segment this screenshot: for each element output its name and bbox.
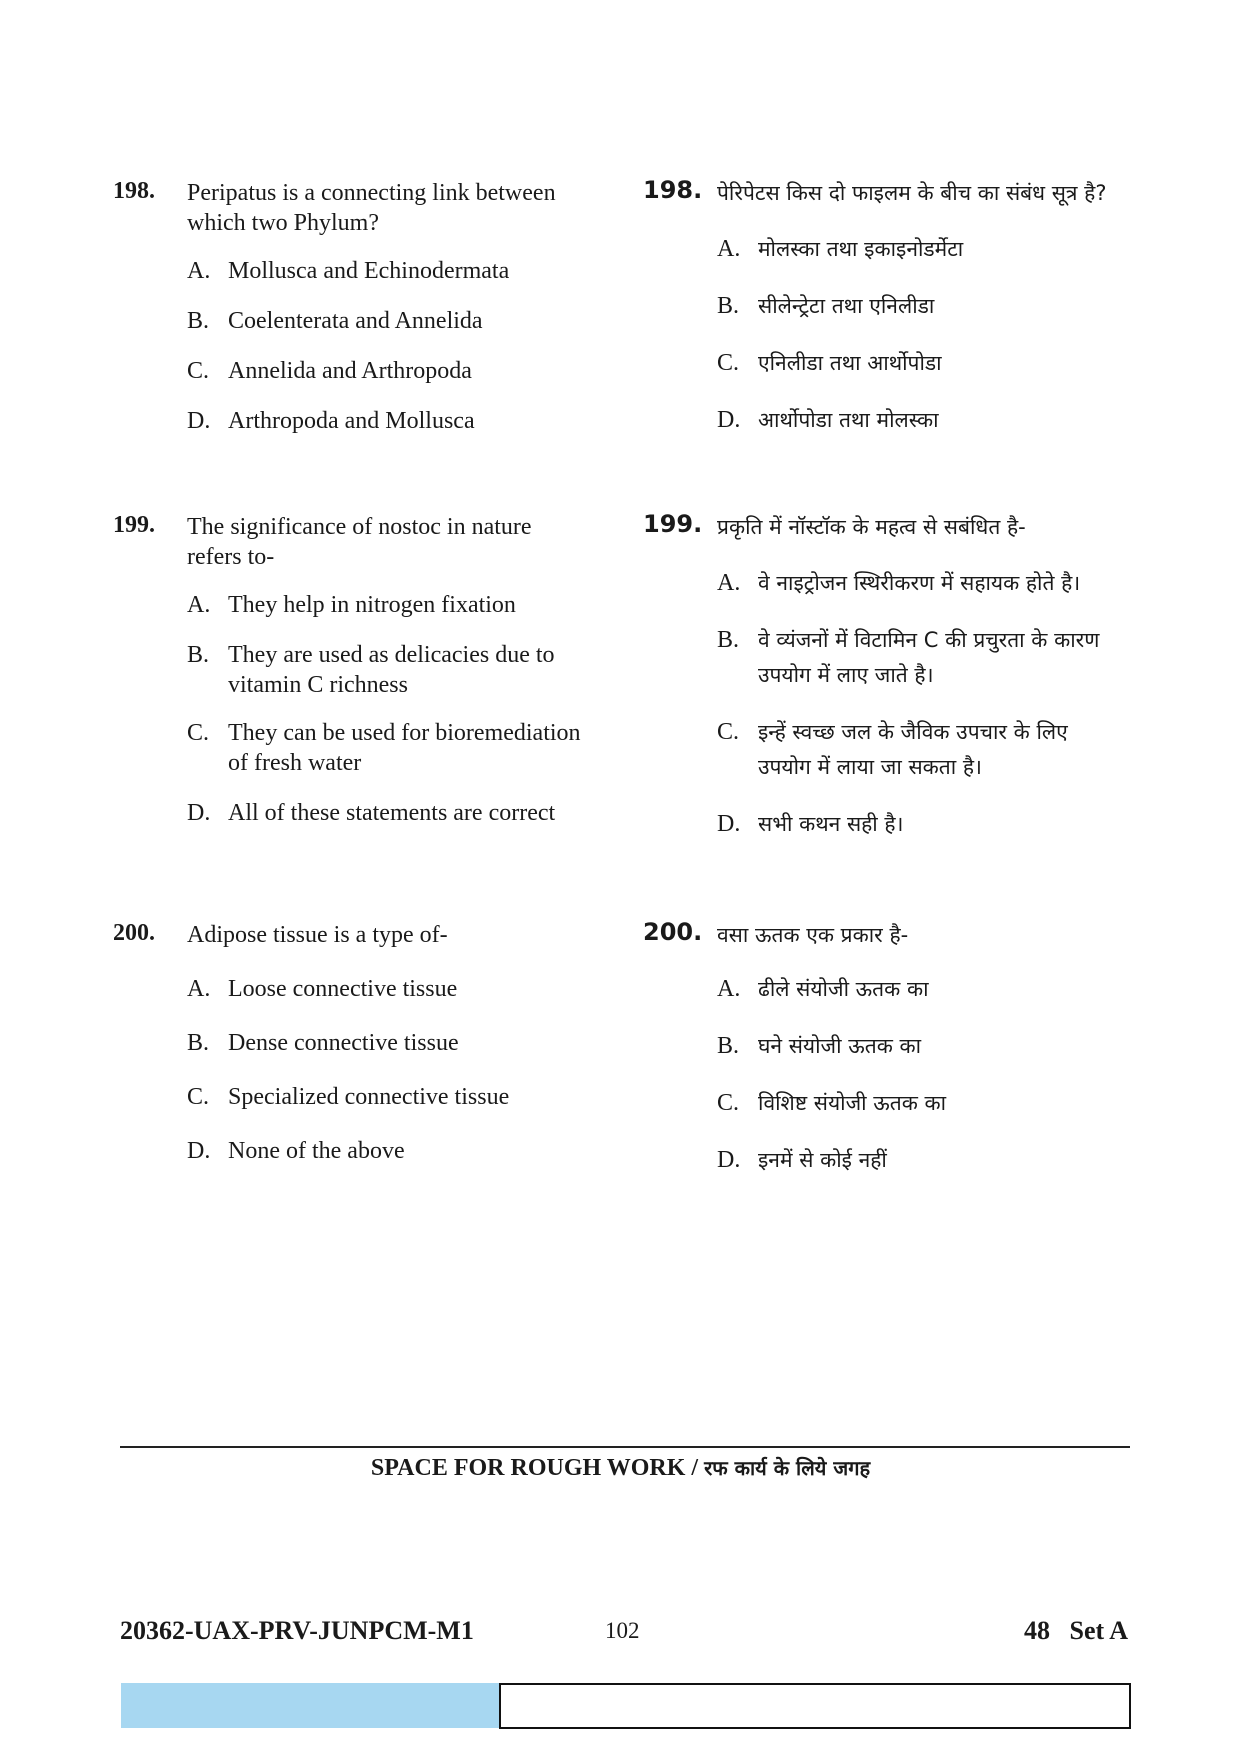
option-text-line: All of these statements are correct: [228, 800, 556, 826]
question-stem-line: Adipose tissue is a type of-: [187, 922, 448, 948]
option-text: [758, 1143, 887, 1178]
option-text: [758, 403, 939, 438]
question-stem-line: प्रकृति में नॉस्टॉक के महत्व से सबंधित है-: [717, 515, 1026, 539]
question-stem-line: Peripatus is a connecting link between: [187, 180, 556, 206]
question-stem: [717, 918, 908, 953]
option-text-line: उपयोग में लाए जाते है।: [758, 663, 934, 687]
option-text-line: of fresh water: [228, 750, 362, 776]
option-text-line: उपयोग में लाया जा सकता है।: [758, 755, 982, 779]
option-text: [228, 256, 509, 286]
option-label: D.: [187, 1138, 211, 1164]
option-label: A.: [187, 258, 211, 284]
question-number: 200.: [113, 920, 155, 946]
option-text: [228, 356, 472, 386]
option-text-line: Mollusca and Echinodermata: [228, 258, 510, 284]
option-text-line: इनमें से कोई नहीं: [758, 1148, 887, 1172]
option-label: B.: [717, 1033, 740, 1059]
question-stem: [187, 920, 448, 950]
option-text-line: मोलस्का तथा इकाइनोडर्मेटा: [758, 237, 964, 261]
option-text-line: They are used as delicacies due to: [228, 642, 555, 668]
option-text-line: एनिलीडा तथा आर्थोपोडा: [758, 351, 942, 375]
option-label: A.: [187, 976, 211, 1002]
question-number: 198.: [113, 178, 155, 204]
option-label: D.: [187, 408, 211, 434]
option-text-line: सभी कथन सही है।: [758, 812, 904, 836]
option-label: C.: [187, 358, 210, 384]
option-text: [228, 590, 516, 620]
page-number: 102: [605, 1618, 640, 1643]
option-text-line: None of the above: [228, 1138, 405, 1164]
question-number: 200.: [643, 918, 703, 946]
question-stem-line: which two Phylum?: [187, 210, 379, 236]
question-stem-line: वसा ऊतक एक प्रकार है-: [717, 923, 909, 947]
option-text: [758, 1086, 946, 1121]
option-text-line: vitamin C richness: [228, 672, 408, 698]
option-text-line: आर्थोपोडा तथा मोलस्का: [758, 408, 939, 432]
option-text-line: वे व्यंजनों में विटामिन C की प्रचुरता के कारण: [758, 628, 1100, 652]
rough-work-heading: [0, 1454, 1241, 1482]
rough-work-hindi: रफ कार्य के लिये जगह: [704, 1456, 871, 1480]
option-label: B.: [717, 293, 740, 319]
option-text-line: Loose connective tissue: [228, 976, 458, 1002]
option-text-line: Specialized connective tissue: [228, 1084, 510, 1110]
option-text: [228, 798, 555, 828]
option-text-line: सीलेन्ट्रेटा तथा एनिलीडा: [758, 294, 935, 318]
option-text: [758, 972, 929, 1007]
option-text-line: They can be used for bioremediation: [228, 720, 581, 746]
option-text-line: वे नाइट्रोजन स्थिरीकरण में सहायक होते है।: [758, 571, 1081, 595]
option-text-line: Dense connective tissue: [228, 1030, 459, 1056]
option-text: [228, 1082, 509, 1112]
option-label: D.: [717, 1147, 741, 1173]
option-label: C.: [187, 1084, 210, 1110]
option-text: [228, 974, 457, 1004]
set-label: 48 Set A: [1024, 1616, 1128, 1645]
option-label: D.: [717, 811, 741, 837]
option-label: B.: [187, 1030, 210, 1056]
rough-work-english: SPACE FOR ROUGH WORK /: [370, 1455, 705, 1481]
question-stem-line: refers to-: [187, 544, 275, 570]
option-label: B.: [187, 308, 210, 334]
option-text: [758, 623, 1099, 693]
option-text: [758, 346, 942, 381]
option-label: B.: [717, 627, 740, 653]
option-label: A.: [717, 570, 741, 596]
option-text-line: घने संयोजी ऊतक का: [758, 1034, 922, 1058]
question-stem: [717, 510, 1026, 545]
option-text: [758, 232, 963, 267]
option-label: C.: [717, 719, 740, 745]
option-text: [228, 640, 555, 700]
question-number: 199.: [113, 512, 155, 538]
option-text: [228, 306, 483, 336]
option-label: D.: [187, 800, 211, 826]
option-text: [758, 566, 1080, 601]
option-text-line: Coelenterata and Annelida: [228, 308, 483, 334]
option-text-line: इन्हें स्वच्छ जल के जैविक उपचार के लिए: [758, 720, 1068, 744]
option-label: C.: [187, 720, 210, 746]
question-number: 199.: [643, 510, 703, 538]
option-text-line: ढीले संयोजी ऊतक का: [758, 977, 929, 1001]
option-text-line: विशिष्ट संयोजी ऊतक का: [758, 1091, 947, 1115]
question-number: 198.: [643, 176, 703, 204]
question-stem: [717, 176, 1106, 211]
option-text: [228, 406, 475, 436]
option-text-line: They help in nitrogen fixation: [228, 592, 516, 618]
paper-code: 20362-UAX-PRV-JUNPCM-M1: [120, 1616, 474, 1645]
question-stem-line: The significance of nostoc in nature: [187, 514, 532, 540]
option-text: [228, 1136, 405, 1166]
option-label: A.: [717, 976, 741, 1002]
option-text: [758, 807, 904, 842]
option-label: D.: [717, 407, 741, 433]
question-stem: [187, 178, 556, 238]
option-text: [758, 1029, 921, 1064]
option-label: A.: [717, 236, 741, 262]
option-text: [758, 289, 934, 324]
option-text: [758, 715, 1068, 785]
option-label: C.: [717, 350, 740, 376]
option-label: C.: [717, 1090, 740, 1116]
option-text-line: Arthropoda and Mollusca: [228, 408, 475, 434]
rough-work-divider: [120, 1446, 1130, 1448]
question-stem: [187, 512, 532, 572]
footer-color-bar: [121, 1683, 499, 1728]
option-label: B.: [187, 642, 210, 668]
option-text: [228, 1028, 459, 1058]
option-label: A.: [187, 592, 211, 618]
question-stem-line: पेरिपेटस किस दो फाइलम के बीच का संबंध सूत्र है?: [717, 181, 1107, 205]
footer-empty-box: [499, 1683, 1131, 1729]
option-text-line: Annelida and Arthropoda: [228, 358, 472, 384]
option-text: [228, 718, 581, 778]
